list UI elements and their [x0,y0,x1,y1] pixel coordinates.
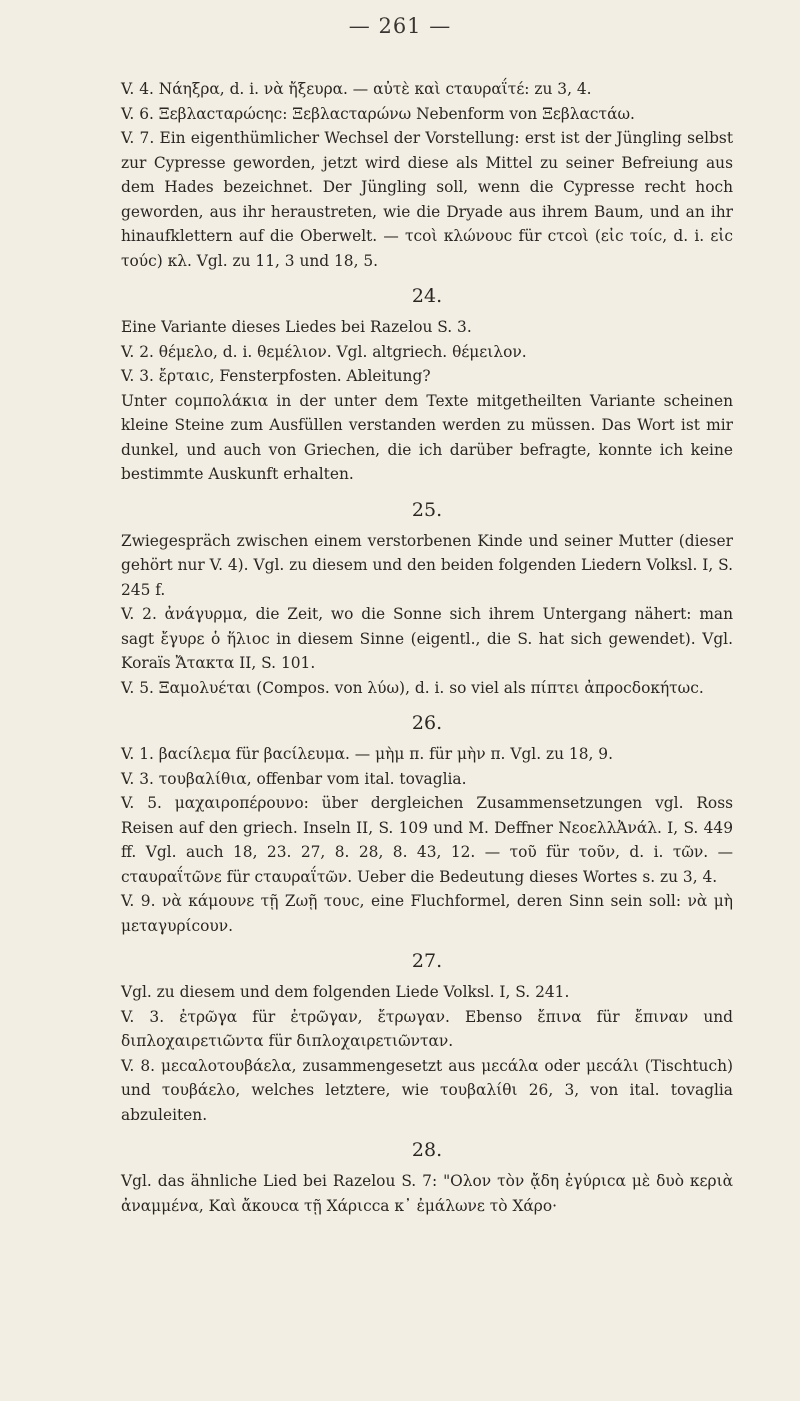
commentary-text [121,77,733,1218]
page-number: — 261 — [348,14,452,38]
note-paragraph: V. 7. Ein eigenthümlicher Wechsel der Vorstellung: erst ist der Jüngling selbst zur Cypresse geworden, jetzt wird diese als Mittel zu seiner Befreiung aus dem Hades bezeichnet. Der Jüngling soll, wenn die Cypresse recht hoch geworden, aus ihr heraustreten, wie die Dryade aus ihrem Baum, und an ihr hinaufklettern auf die Oberwelt. — τcοὶ κλώνουc für cτcοὶ (εἰc τοίc, d. i. εἰc τούc) κλ. Vgl. zu 11, 3 und 18, 5. [121,129,733,270]
section-heading: 27. [411,950,443,972]
note-paragraph: V. 3. ἔρταιc, Fensterpfosten. Ableitung? [121,367,431,385]
section-heading: 25. [411,498,443,521]
note-paragraph: Vgl. das ähnliche Lied bei Razelou S. 7: "Ολον τὸν ᾄδη ἐγύριcα μὲ δυὸ κεριὰ ἀναμμένα, Καὶ ἄκουcα τῇ Χάριcca κ᾿ ἐμάλωνε τὸ Χάρο· [121,1172,733,1215]
note-paragraph: V. 9. νὰ κάμουνε τῇ Ζωῇ τουc, eine Fluchformel, deren Sinn sein soll: νὰ μὴ μεταγυρίcουν. [121,892,733,935]
note-paragraph: Unter coμπολάκια in der unter dem Texte mitgetheilten Variante scheinen kleine Steine zum Ausfüllen verstanden werden zu müssen. Das Wort ist mir dunkel, und auch von Griechen, die ich darüber befragte, konnte ich keine bestimmte Auskunft erhalten. [121,391,733,483]
note-paragraph: Vgl. zu diesem und dem folgenden Liede Volksl. I, S. 241. [121,983,570,1001]
note-paragraph: V. 3. ἐτρῶγα für ἐτρῶγαν, ἔτρωγαν. Ebenso ἔπινα für ἔπιναν und διπλοχαιρετιῶντα für διπλοχαιρετιῶνταν. [121,1007,733,1050]
note-paragraph: V. 8. μεcαλοτουβάελα, zusammengesetzt aus μεcάλα oder μεcάλι (Tischtuch) und τουβάελο, welches letztere, wie τουβαλίθι 26, 3, von ital. tovaglia abzuleiten. [121,1056,733,1124]
note-paragraph: V. 6. Ξεβλαcταρώcηc: Ξεβλαcταρώνω Nebenform von Ξεβλαcτάω. [121,104,635,123]
section-heading: 26. [411,712,443,734]
note-paragraph: V. 4. Νάηξρα, d. i. νὰ ἤξευρα. — αὐτὲ καὶ cταυραΐτέ: zu 3, 4. [121,80,592,98]
section-heading: 28. [411,1139,443,1161]
note-paragraph: Zwiegespräch zwischen einem verstorbenen Kinde und seiner Mutter (dieser gehört nur V. 4). Vgl. zu diesem und den beiden folgenden Liedern Volksl. I, S. 245 f. [121,531,733,599]
note-paragraph: V. 3. τουβαλίθια, offenbar vom ital. tovaglia. [121,769,467,788]
note-paragraph: V. 5. Ξαμολυέται (Compos. von λύω), d. i. so viel als πίπτει ἀπροcδοκήτωc. [121,678,704,697]
note-paragraph: Eine Variante dieses Liedes bei Razelou S. 3. [121,318,472,336]
note-paragraph: V. 2. θέμελο, d. i. θεμέλιον. Vgl. altgriech. θέμειλον. [121,342,527,361]
note-paragraph: V. 1. βαcίλεμα für βαcίλευμα. — μὴμ π. für μὴν π. Vgl. zu 18, 9. [121,745,613,763]
note-paragraph: V. 2. ἀνάγυρμα, die Zeit, wo die Sonne sich ihrem Untergang nähert: man sagt ἔγυρε ὁ ἥλιοc in diesem Sinne (eigentl., die S. hat sich gewendet). Vgl. Koraïs Ἄτακτα II, S. 101. [121,605,733,672]
note-paragraph: V. 5. μαχαιροπέρουνο: über dergleichen Zusammensetzungen vgl. Ross Reisen auf den griech. Inseln II, S. 109 und M. Deffner ΝεοελλἈνάλ. I, S. 449 ff. Vgl. auch 18, 23. 27, 8. 28, 8. 43, 12. — τοῦ für τοῦν, d. i. τῶν. — cταυραΐτῶνε für cταυραΐτῶν. Ueber die Bedeutung dieses Wortes s. zu 3, 4. [121,794,733,886]
section-heading: 24. [411,285,443,307]
